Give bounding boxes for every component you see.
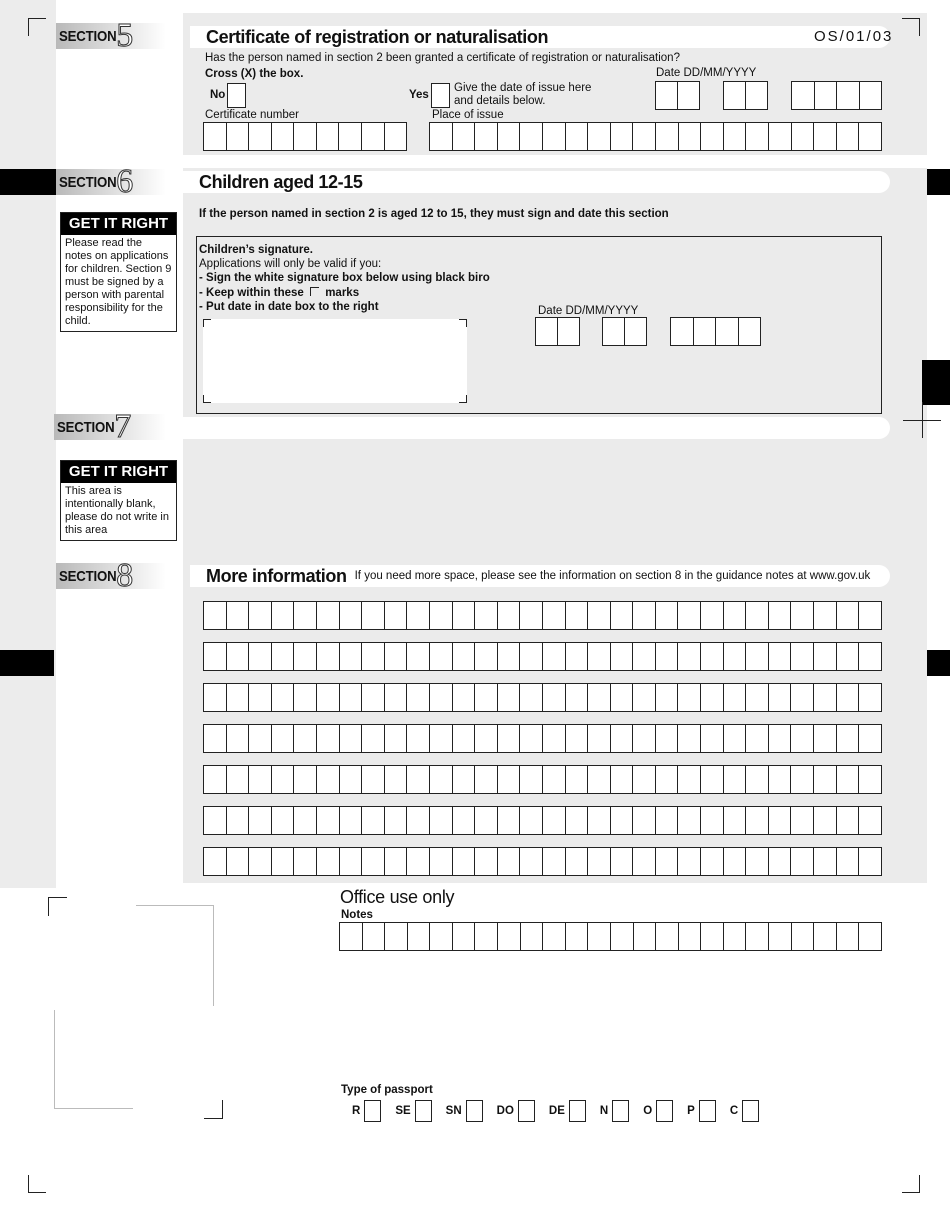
place-of-issue-input[interactable] (429, 122, 882, 151)
passport-type-option (352, 1100, 395, 1122)
passport-type-option (549, 1100, 600, 1122)
registration-mark (927, 169, 950, 195)
passport-type-checkbox[interactable] (612, 1100, 629, 1122)
section5-date-day[interactable] (655, 81, 700, 110)
passport-type-checkbox[interactable] (569, 1100, 586, 1122)
passport-type-checkbox[interactable] (699, 1100, 716, 1122)
signature-box[interactable] (203, 319, 467, 403)
cross-box-label: Cross (X) the box. (205, 68, 304, 80)
more-information-row[interactable] (203, 806, 882, 835)
corner-mark (459, 319, 467, 327)
section5-title-bar (190, 26, 890, 48)
section5-date-label: Date DD/MM/YYYY (656, 67, 757, 79)
section6-date-day[interactable] (535, 317, 580, 346)
photo-outline (54, 1010, 133, 1109)
more-information-row[interactable] (203, 642, 882, 671)
passport-type-option (446, 1100, 497, 1122)
registration-mark (0, 650, 54, 676)
section8-title: More information (206, 565, 347, 586)
section6-date-month[interactable] (602, 317, 647, 346)
corner-mark (902, 18, 920, 36)
section7-panel (183, 415, 927, 575)
corner-mark (203, 395, 211, 403)
yes-label: Yes (409, 89, 429, 101)
corner-mark (204, 1100, 223, 1119)
get-it-right-box-7 (60, 460, 177, 541)
passport-type-checkbox[interactable] (518, 1100, 535, 1122)
passport-type-label: DE (548, 1105, 565, 1117)
section-number: 7 (114, 408, 132, 445)
section6-title-bar (183, 171, 890, 193)
corner-mark (28, 1175, 46, 1193)
yes-checkbox[interactable] (431, 83, 450, 108)
certificate-number-label: Certificate number (205, 109, 299, 121)
get-it-right-text: Please read the notes on applications for children. Section 9 must be signed by a person with parental responsibility for the child. (65, 237, 172, 327)
crosshair-mark (922, 402, 923, 438)
place-of-issue-label: Place of issue (432, 109, 504, 121)
section5-header (56, 17, 166, 54)
registration-mark (927, 650, 950, 676)
office-notes-input[interactable] (339, 922, 882, 951)
passport-type-options (352, 1100, 773, 1122)
more-information-row[interactable] (203, 765, 882, 794)
section-word: SECTION (59, 27, 117, 45)
form-code: OS/01/03 (814, 28, 894, 45)
passport-type-checkbox[interactable] (415, 1100, 432, 1122)
signature-rule-3: - Put date in date box to the right (199, 301, 379, 313)
section8-header (56, 557, 166, 594)
section6-header (56, 163, 166, 200)
corner-mark (48, 897, 67, 916)
more-information-row[interactable] (203, 847, 882, 876)
passport-type-checkbox[interactable] (364, 1100, 381, 1122)
passport-type-label: C (729, 1105, 739, 1117)
section-word: SECTION (59, 173, 117, 191)
no-label: No (210, 89, 226, 101)
signature-rule-2-marks: marks (325, 287, 360, 299)
corner-mark (902, 1175, 920, 1193)
passport-type-label: Type of passport (341, 1084, 433, 1096)
certificate-number-input[interactable] (203, 122, 407, 151)
passport-type-label: P (687, 1105, 695, 1117)
passport-type-label: SN (445, 1105, 462, 1117)
signature-rule-2-text: - Keep within these (199, 287, 304, 299)
more-information-row[interactable] (203, 683, 882, 712)
section-number: 5 (116, 17, 134, 54)
section-number: 6 (116, 163, 134, 200)
passport-type-label: R (352, 1105, 361, 1117)
corner-mark (203, 319, 211, 327)
get-it-right-box-6 (60, 212, 177, 332)
passport-type-label: SE (395, 1105, 411, 1117)
passport-type-option (687, 1100, 730, 1122)
passport-type-option (395, 1100, 445, 1122)
section6-instruction: If the person named in section 2 is aged 12 to 15, they must sign and date this section (199, 208, 669, 220)
photo-outline (136, 905, 214, 1006)
corner-mark (459, 395, 467, 403)
section8-note: If you need more space, please see the information on section 8 in the guidance notes at www.gov.uk (354, 569, 871, 582)
passport-type-checkbox[interactable] (466, 1100, 483, 1122)
passport-type-checkbox[interactable] (656, 1100, 673, 1122)
section-number: 8 (116, 557, 134, 594)
registration-mark (0, 169, 56, 195)
corner-marks-icon (310, 287, 319, 296)
passport-type-option (600, 1100, 643, 1122)
section5-title: Certificate of registration or naturalisation (206, 26, 549, 47)
section6-date-label: Date DD/MM/YYYY (538, 305, 639, 317)
section5-date-month[interactable] (723, 81, 768, 110)
section5-question: Has the person named in section 2 been granted a certificate of registration or naturalisation? (205, 52, 680, 64)
passport-type-option (730, 1100, 773, 1122)
get-it-right-title: GET IT RIGHT (61, 213, 176, 235)
section-word: SECTION (59, 567, 117, 585)
section8-title-bar (190, 565, 890, 587)
no-checkbox[interactable] (227, 83, 246, 108)
signature-rule-2 (199, 287, 359, 300)
section6-date-year[interactable] (670, 317, 761, 346)
get-it-right-text: This area is intentionally blank, please do not write in this area (65, 485, 169, 536)
section5-date-year[interactable] (791, 81, 882, 110)
more-information-row[interactable] (203, 601, 882, 630)
more-information-row[interactable] (203, 724, 882, 753)
passport-type-label: DO (496, 1105, 514, 1117)
left-margin-band (0, 0, 56, 888)
section-word: SECTION (57, 418, 115, 436)
section6-title: Children aged 12-15 (199, 171, 363, 192)
passport-type-option (497, 1100, 549, 1122)
signature-rule-1: - Sign the white signature box below using black biro (199, 272, 490, 284)
passport-type-label: N (599, 1105, 609, 1117)
notes-label: Notes (341, 909, 373, 921)
signature-title: Children’s signature. (199, 244, 313, 256)
passport-type-label: O (643, 1105, 653, 1117)
registration-mark (922, 360, 950, 405)
corner-mark (28, 18, 46, 36)
office-use-title: Office use only (340, 887, 455, 907)
yes-note: Give the date of issue here and details below. (454, 82, 592, 107)
get-it-right-title: GET IT RIGHT (61, 461, 176, 483)
signature-valid-text: Applications will only be valid if you: (199, 258, 382, 270)
section7-header (54, 408, 166, 445)
passport-type-checkbox[interactable] (742, 1100, 759, 1122)
section7-title-bar (183, 417, 890, 439)
passport-type-option (643, 1100, 687, 1122)
